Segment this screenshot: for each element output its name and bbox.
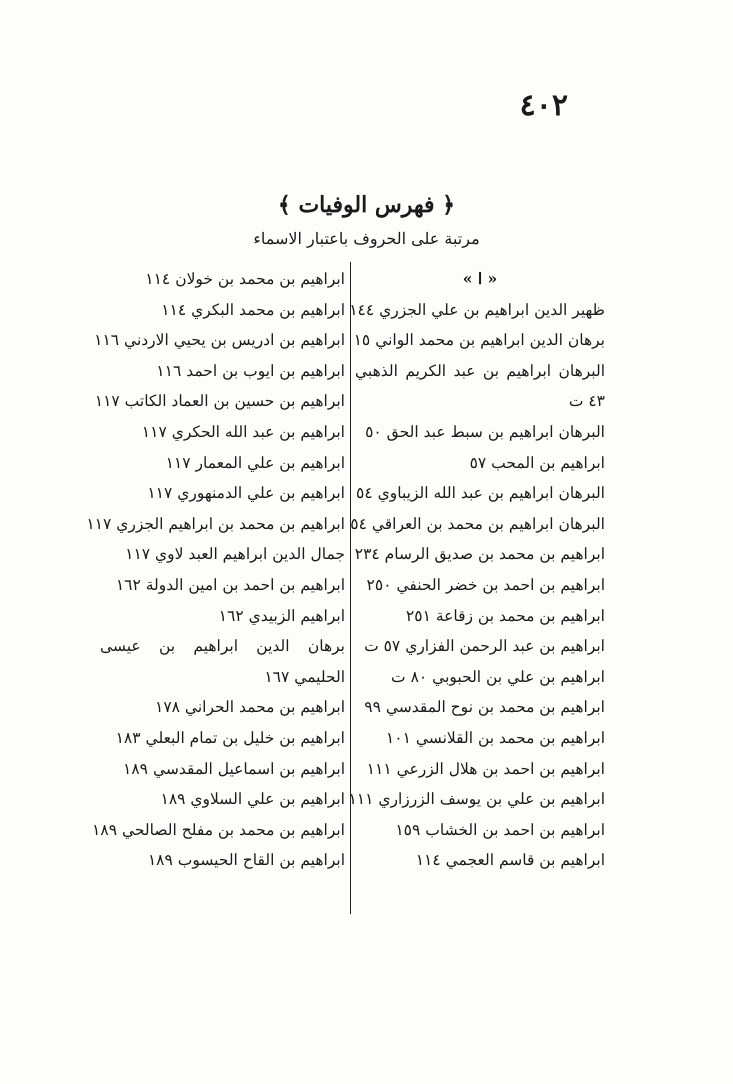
index-entry: ابراهيم بن محمد الحراني ١٧٨ [155, 698, 345, 717]
index-entry: ابراهيم بن محمد البكري ١١٤ [161, 300, 345, 319]
column-divider [350, 262, 351, 914]
index-entry: ابراهيم بن اسماعيل المقدسي ١٨٩ [123, 759, 345, 778]
right-column [348, 264, 605, 876]
index-subtitle: مرتبة على الحروف باعتبار الاسماء [253, 229, 480, 248]
index-title: ﴿ فهرس الوفيات ﴾ [277, 192, 456, 218]
page-number: ٤٠٢ [519, 88, 568, 123]
index-entry: ابراهيم بن محمد بن صديق الرسام ٢٣٤ [354, 545, 605, 564]
index-entry: ابراهيم بن احمد بن خضر الحنفي ٢٥٠ [366, 575, 605, 594]
index-entry: البرهان ابراهيم بن سبط عبد الحق ٥٠ [365, 422, 605, 441]
index-entry: ابراهيم بن محمد بن خولان ١١٤ [145, 270, 345, 288]
index-entry: ظهير الدين ابراهيم بن علي الجزري ١٤٤ [349, 300, 605, 319]
left-column [86, 264, 345, 876]
index-entry: ابراهيم بن محمد بن ابراهيم الجزري ١١٧ [86, 514, 345, 533]
index-entry: ابراهيم بن محمد بن القلانسي ١٠١ [385, 728, 605, 747]
index-entry: ابراهيم بن محمد بن زقاعة ٢٥١ [405, 606, 605, 625]
index-entry: ابراهيم بن احمد بن الخشاب ١٥٩ [395, 820, 605, 839]
index-entry: البرهان ابراهيم بن عبد الله الزيباوي ٥٤ [356, 484, 605, 503]
index-entry: البرهان ابراهيم بن عبد الكريم الذهبي [355, 361, 605, 380]
index-entry: ابراهيم بن احمد بن امين الدولة ١٦٢ [115, 575, 345, 594]
index-entry: ابراهيم بن ايوب بن احمد ١١٦ [156, 361, 345, 380]
index-entry: ابراهيم بن علي السلاوي ١٨٩ [160, 790, 345, 809]
index-entry-continuation: ٤٣ ت [568, 392, 605, 411]
index-entry: ابراهيم بن حسين بن العماد الكاتب ١١٧ [94, 392, 345, 411]
letter-heading: « ا » [462, 269, 498, 288]
index-entry: ابراهيم الزبيدي ١٦٢ [218, 606, 345, 625]
index-entry: ابراهيم بن القاح الحيسوب ١٨٩ [147, 851, 345, 870]
index-entry: ابراهيم بن قاسم العجمي ١١٤ [415, 851, 605, 870]
index-entry: ابراهيم بن عبد الرحمن الفزاري ٥٧ ت [364, 637, 605, 656]
index-entry: برهان الدين ابراهيم بن محمد الواني ١٥ [353, 331, 605, 350]
index-entry: ابراهيم بن علي المعمار ١١٧ [165, 453, 345, 472]
index-entry: ابراهيم بن علي بن الحبوبي ٨٠ ت [391, 667, 605, 686]
index-entry: ابراهيم بن خليل بن تمام البعلي ١٨٣ [115, 728, 345, 747]
index-entry: ابراهيم بن علي الدمنهوري ١١٧ [147, 484, 345, 503]
index-entry: البرهان ابراهيم بن محمد بن العراقي ٥٤ [350, 514, 605, 533]
index-entry: ابراهيم بن المحب ٥٧ [469, 453, 605, 472]
index-entry: ابراهيم بن علي بن يوسف الزرزاري ١١١ [348, 790, 605, 809]
index-entry: ابراهيم بن عبد الله الحكري ١١٧ [141, 422, 345, 441]
index-entry: جمال الدين ابراهيم العبد لاوي ١١٧ [125, 545, 345, 564]
index-entry: ابراهيم بن احمد بن هلال الزرعي ١١١ [366, 759, 605, 778]
index-entry: ابراهيم بن محمد بن مفلح الصالحي ١٨٩ [92, 820, 345, 839]
index-entry-continuation: الحليمي ١٦٧ [264, 667, 345, 686]
index-entry: برهان الدين ابراهيم بن عيسى [100, 637, 345, 656]
index-entry: ابراهيم بن محمد بن نوح المقدسي ٩٩ [364, 698, 605, 717]
index-entry: ابراهيم بن ادريس بن يحيي الاردني ١١٦ [94, 331, 345, 350]
